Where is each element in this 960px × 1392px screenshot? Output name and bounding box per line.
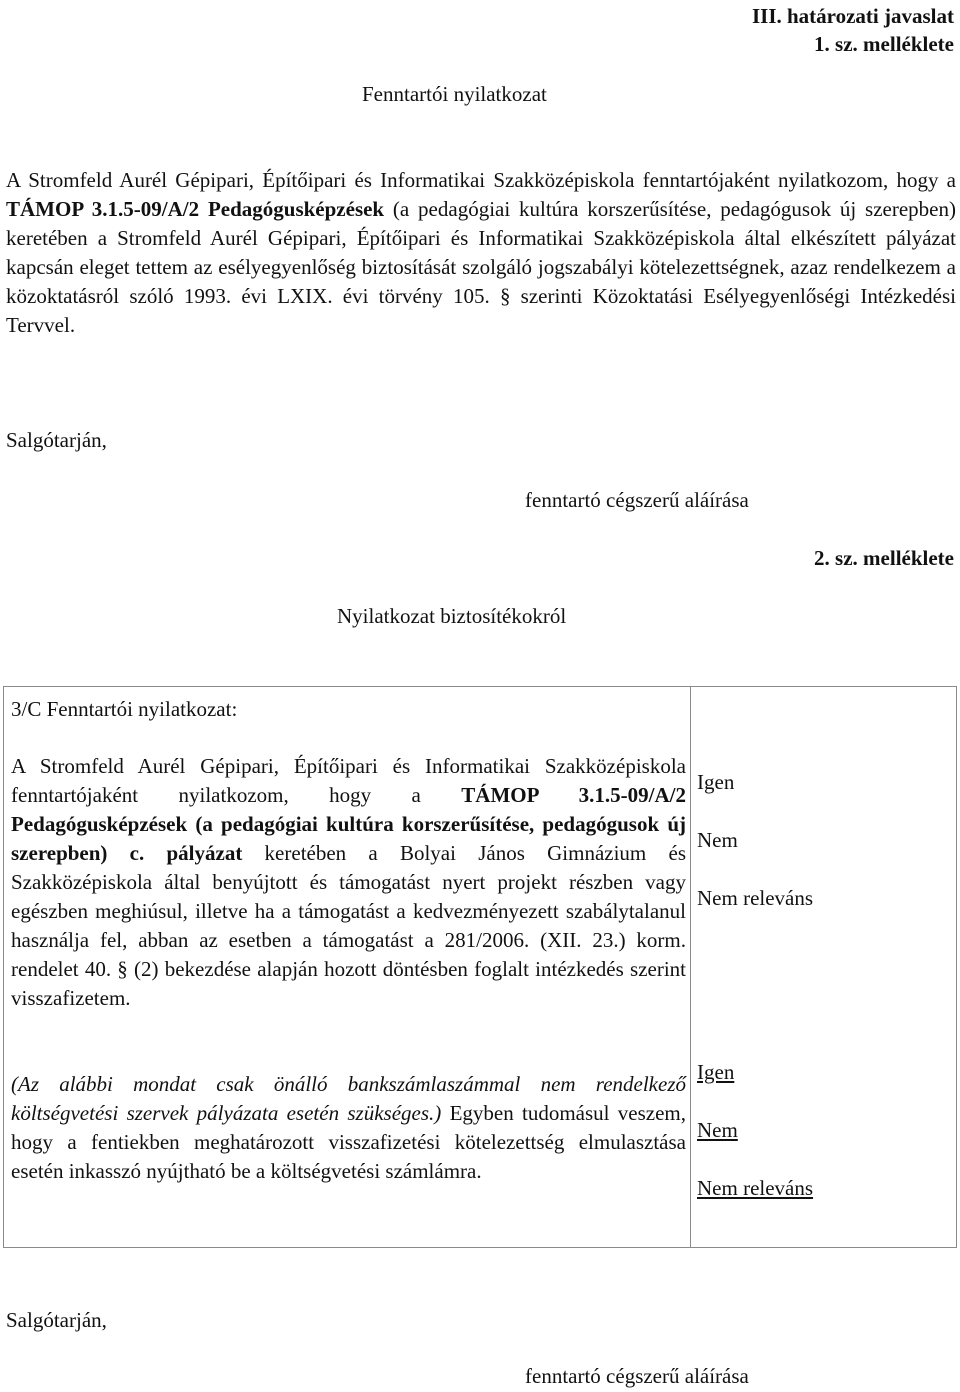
option-nem-2[interactable]: Nem (697, 1118, 738, 1142)
option-nem-relevans-2[interactable]: Nem releváns (697, 1176, 814, 1200)
option-nem-relevans-1[interactable]: Nem releváns (697, 886, 814, 910)
annex-2-heading: 2. sz. melléklete (814, 546, 954, 570)
project-name: TÁMOP 3.1.5-09/A/2 Pedagógusképzések (6, 197, 385, 221)
document-title: Fenntartói nyilatkozat (362, 82, 547, 106)
declaration-part-2: (a pedagógiai kultúra korszerűsítése, pedagógusok új szerepben) keretében a Stromfeld Aurél Gépipari, Építőipari és Informatikai Szakközépiskola által elkészített pályázat kapcsán eleget tettem az esélyegyenlőség biztosítását szolgáló jogszabályi kötelezettségnek, azaz rendelkezem a közoktatásról szóló 1993. évi LXIX. évi törvény 105. § szerinti Közoktatási Esélyegyenlőségi Intézkedési Tervvel. (6, 197, 957, 337)
table-heading: 3/C Fenntartói nyilatkozat: (11, 697, 238, 721)
collection-text: Egyben tudomásul veszem, hogy a fentiekben meghatározott visszafizetési kötelezettség elmulasztása esetén inkasszó nyújtható be a költségvetési számlámra. (11, 1101, 686, 1183)
signature-line-2: fenntartó cégszerű aláírása (525, 1364, 749, 1388)
collection-note: (Az alábbi mondat csak önálló bankszámlaszámmal nem rendelkező költségvetési szervek pályázata esetén szükséges.) (11, 1072, 686, 1125)
place-line-2: Salgótarján, (6, 1308, 107, 1332)
annex-heading (752, 2, 954, 58)
declaration-paragraph (6, 166, 956, 340)
option-nem-1[interactable]: Nem (697, 828, 738, 852)
annex-line-1: III. határozati javaslat (751, 4, 954, 28)
declaration-part-1: A Stromfeld Aurél Gépipari, Építőipari és Informatikai Szakközépiskola fenntartójaként nyilatkozom, hogy a (6, 168, 956, 192)
repayment-part-2: keretében a Bolyai János Gimnázium és Szakközépiskola által benyújtott és támogatást nyert projekt részben vagy egészben meghiúsul, illetve ha a támogatást a kedvezményezett szabálytalanul használja fel, abban az esetben a támogatást a 281/2006. (XII. 23.) korm. rendelet 40. § (2) bekezdése alapján hozott döntésben foglalt intézkedés szerint visszafizetem. (11, 841, 686, 1010)
repayment-part-1: A Stromfeld Aurél Gépipari, Építőipari és Informatikai Szakközépiskola fenntartójaként nyilatkozom, hogy a (11, 754, 686, 807)
signature-line: fenntartó cégszerű aláírása (525, 488, 749, 512)
repayment-project-name: TÁMOP 3.1.5-09/A/2 Pedagógusképzések (a pedagógiai kultúra korszerűsítése, pedagógusok új szerepben) c. pályázat (11, 783, 686, 865)
repayment-statement (11, 752, 686, 1013)
option-igen-1[interactable]: Igen (697, 770, 735, 794)
collection-statement (11, 1070, 686, 1186)
table-column-divider (690, 686, 691, 1248)
declaration-text (6, 166, 956, 340)
place-line: Salgótarján, (6, 428, 107, 452)
option-igen-2[interactable]: Igen (697, 1060, 735, 1084)
annex-line-2: 1. sz. melléklete (814, 32, 954, 56)
guarantees-title: Nyilatkozat biztosítékokról (337, 604, 567, 628)
